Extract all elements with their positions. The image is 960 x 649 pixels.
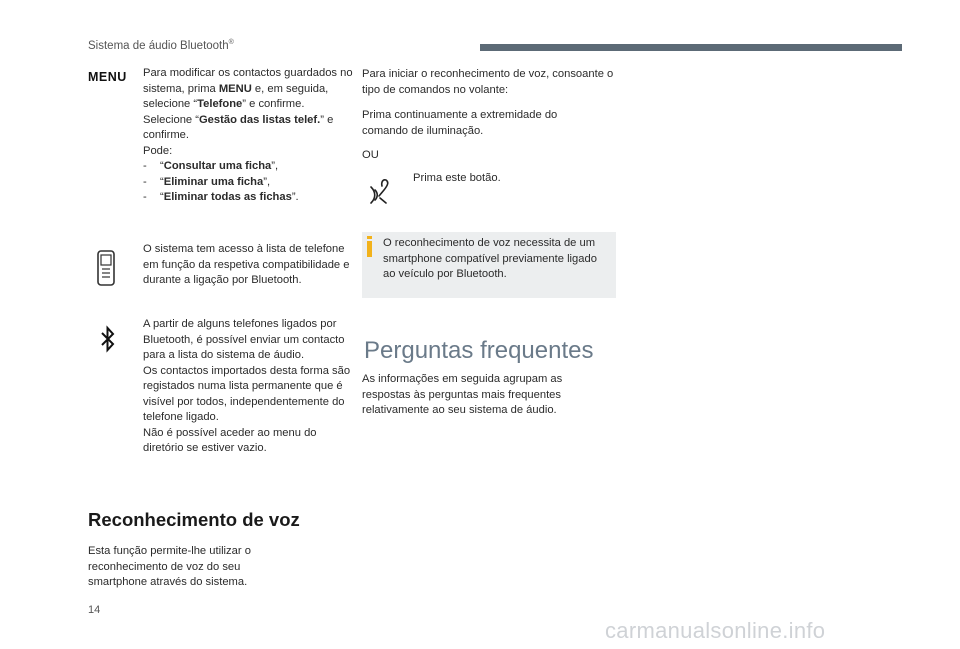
voice-command-icon [366,178,392,206]
phone-text: O sistema tem acesso à lista de telefone em função da respetiva compatibilidade e durante a ligação por Bluetooth. [143,243,350,286]
voice-section-text: Esta função permite-lhe utilizar o reconhecimento de voz do seu smartphone através do sistema. [88,545,251,588]
info-text: O reconhecimento de voz necessita de um smartphone compatível previamente ligado ao veículo por Bluetooth. [383,237,597,280]
list-item: - “Eliminar todas as fichas”. [143,191,299,203]
page-number: 14 [88,604,101,616]
bluetooth-text: A partir de alguns telefones ligados por Bluetooth, é possível enviar um contacto para a lista do sistema de áudio. Os contactos importados desta forma são registados numa lista permanente que é visível por todos, independentemente do telefone ligado. Não é possível aceder ao menu do diretório se estiver vazio. [143,318,351,454]
lighting-stalk-text: Prima continuamente a extremidade do comando de iluminação. [362,109,558,137]
faq-heading: Perguntas frequentes [364,337,594,364]
list-item: - “Consultar uma ficha”, [143,160,279,172]
list-item: - “Eliminar uma ficha”, [143,175,271,188]
voice-start-text: Para iniciar o reconhecimento de voz, consoante o tipo de comandos no volante: [362,68,614,96]
faq-text: As informações em seguida agrupam as respostas às perguntas mais frequentes relativamente ao seu sistema de áudio. [362,373,563,416]
info-icon [367,241,372,257]
page-header-title: Sistema de áudio Bluetooth® [88,39,234,52]
or-label: OU [362,149,379,161]
header-bar [480,44,902,51]
options-list [143,159,355,206]
voice-section-heading: Reconhecimento de voz [88,509,300,530]
watermark: carmanualsonline.info [605,618,826,643]
bluetooth-icon [101,325,115,353]
press-button-text: Prima este botão. [413,172,501,184]
phone-icon [97,250,115,286]
menu-instructions: Para modificar os contactos guardados no sistema, prima MENU e, em seguida, selecione “Telefone” e confirme. Selecione “Gestão das listas telef.” e confirme. Pode: - “Consultar uma ficha”, - “Eliminar uma ficha”, - “Eliminar todas as fichas”. [143,66,355,206]
info-icon-dot [367,236,372,239]
menu-icon: MENU [88,70,127,84]
